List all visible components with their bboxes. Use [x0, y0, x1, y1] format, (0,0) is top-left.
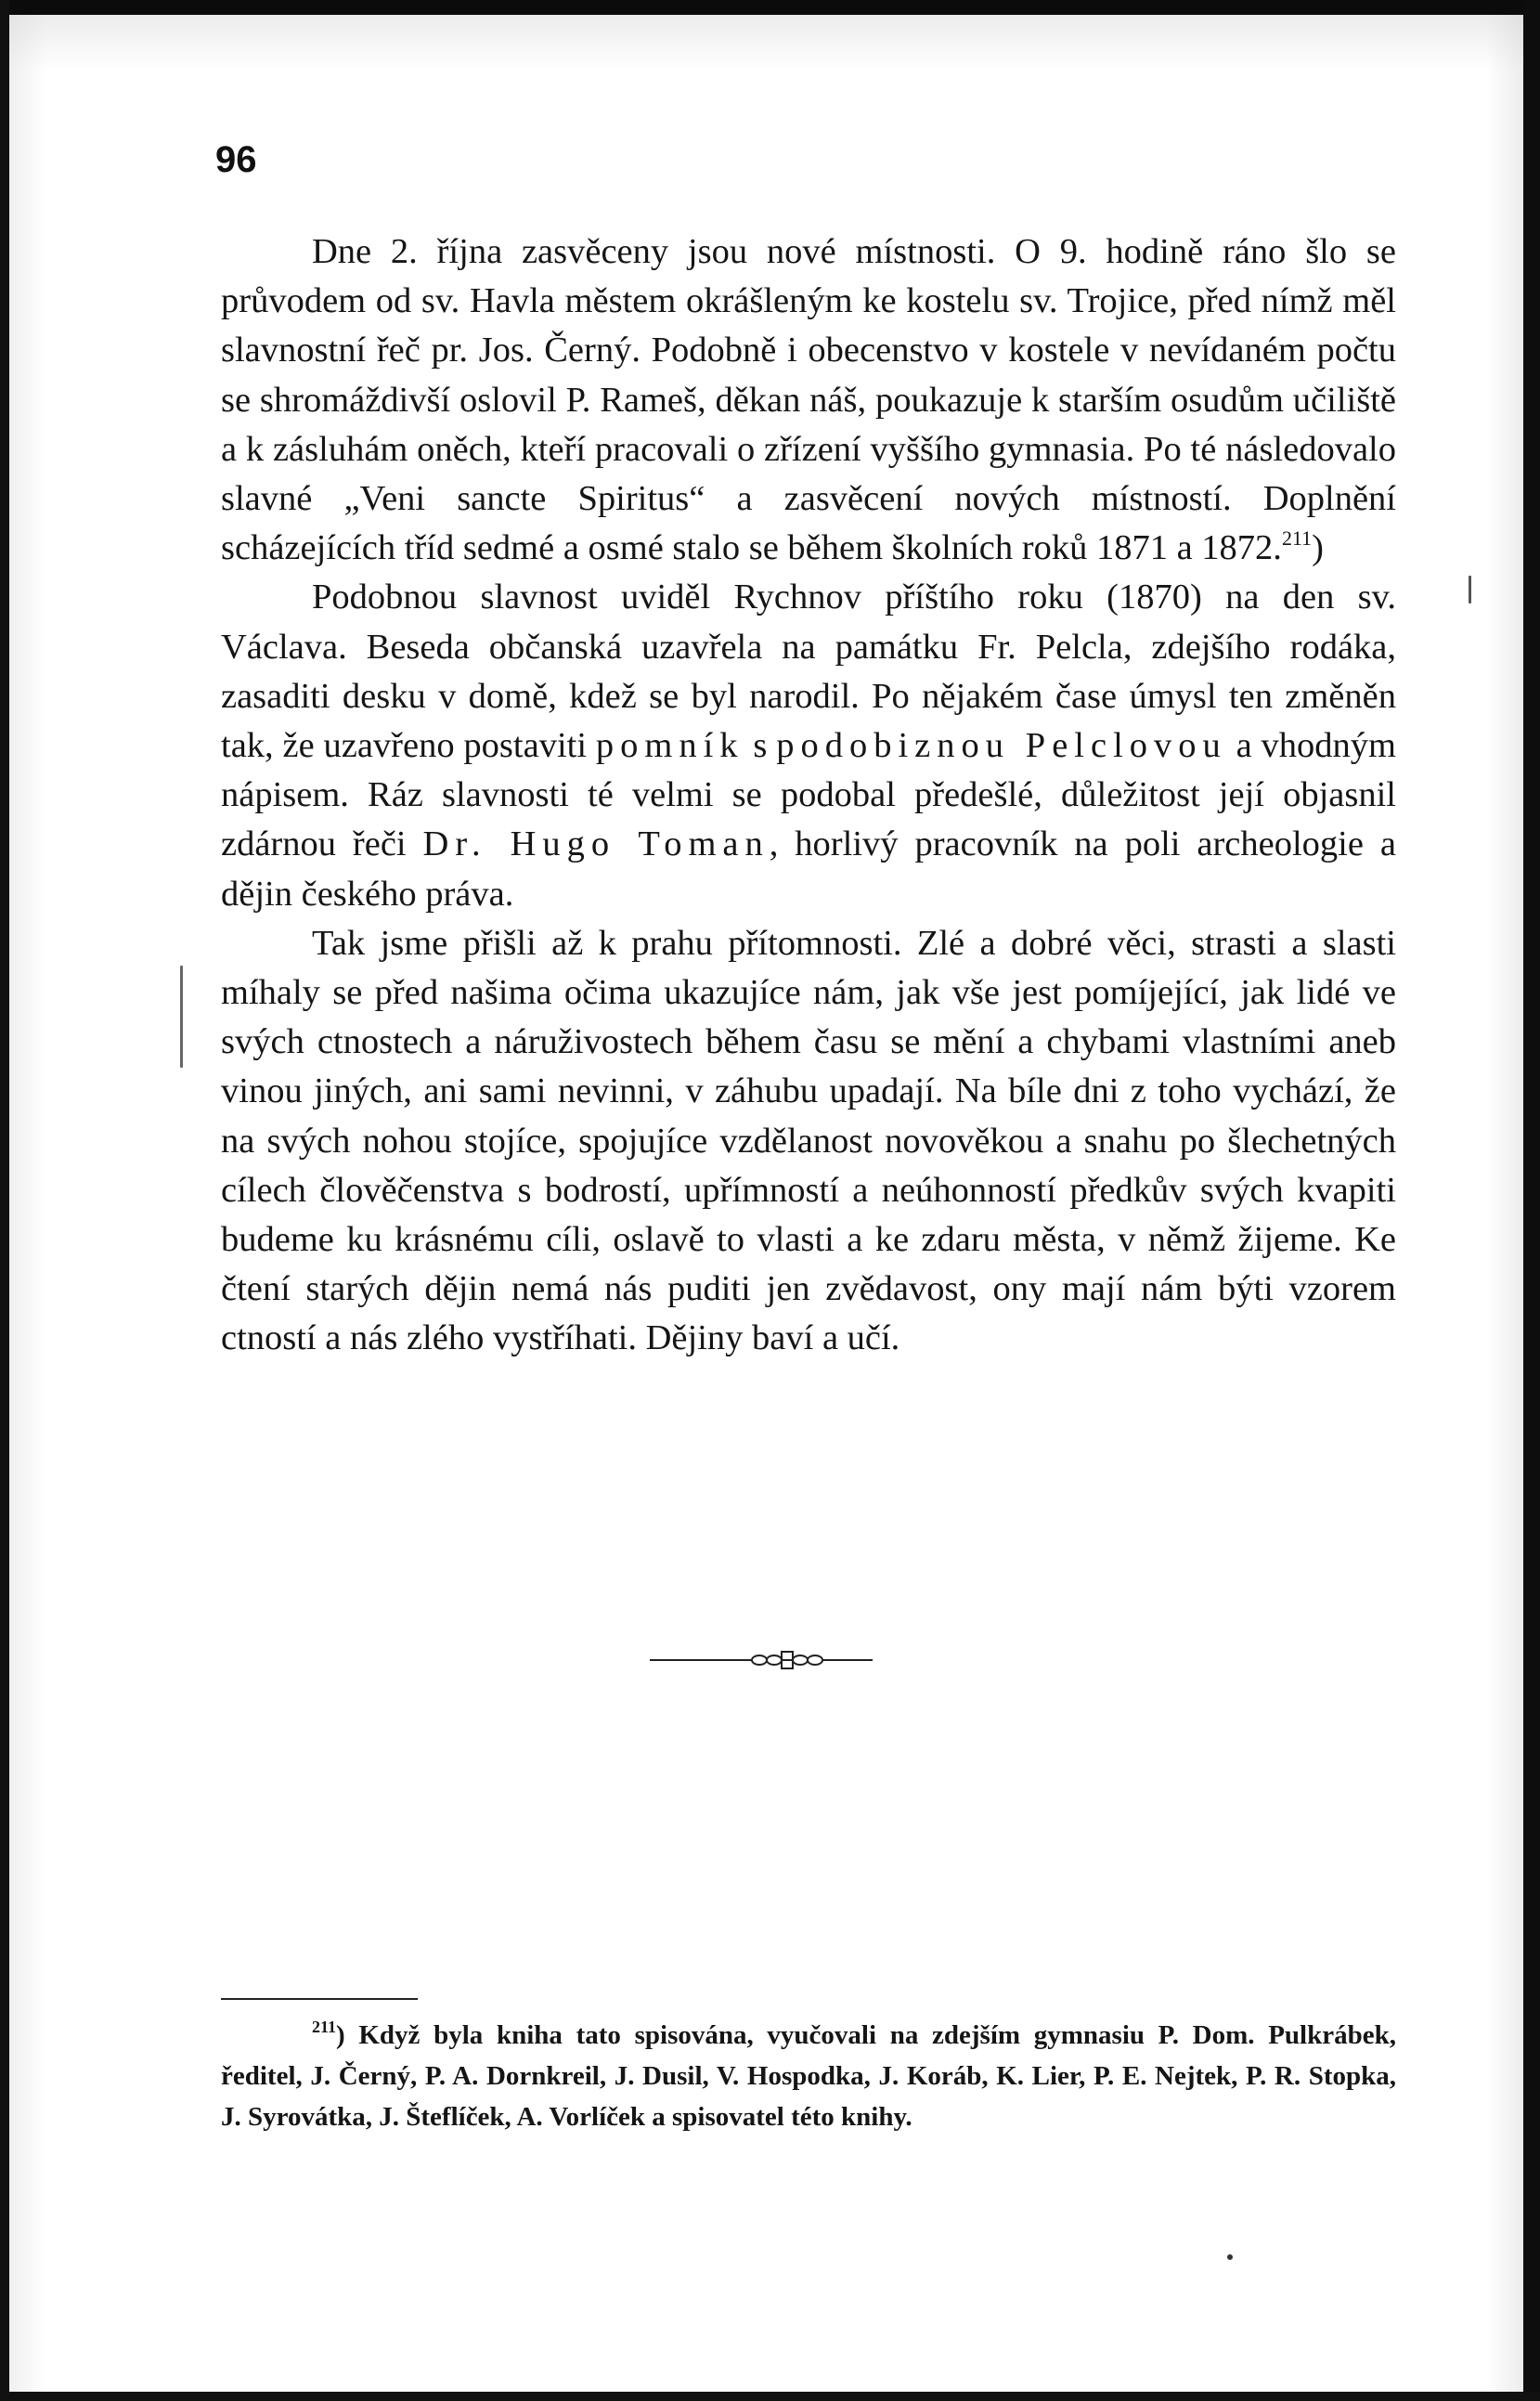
page-edge-shadow	[9, 0, 46, 2401]
scan-speck	[1469, 576, 1471, 603]
paragraph	[221, 919, 1396, 1364]
scan-border	[1523, 0, 1540, 2401]
paragraph	[221, 227, 1396, 573]
scan-border	[0, 0, 9, 2401]
text-segment: Dne 2. října zasvěceny jsou nové místnosti. O 9. hodině ráno šlo se průvodem od sv. Havla městem okrášleným ke kostelu sv. Trojice, před nímž měl slavnostní řeč pr. Jos. Černý. Podobně i obecenstvo v kostele v nevídaném počtu se shromáždivší oslovil P. Rameš, děkan náš, poukazuje k starším osudům učiliště a k zásluhám oněch, kteří pracovali o zřízení vyššího gymnasia. Po té následovalo slavné „Veni sancte Spiritus“ a zasvěcení nových místností. Doplnění scházejících tříd sedmé a osmé stalo se během školních roků 1871 a 1872.	[221, 232, 1396, 568]
footnote-marker: 211	[312, 2018, 337, 2036]
scan-border	[0, 0, 1540, 15]
spaced-emphasis: Dr. Hugo Toman	[422, 824, 770, 864]
paragraph	[221, 573, 1396, 918]
page-edge-shadow	[1486, 0, 1523, 2401]
spaced-emphasis: podobiznou Pelclovou	[776, 726, 1227, 766]
footnote-reference: 211	[1281, 526, 1313, 551]
page-edge-shadow	[0, 15, 1540, 71]
text-segment: a vhodným nápisem. Ráz slavnosti té velmi se podobal předešlé, důležitost její objasnil zdárnou řeči	[221, 726, 1396, 864]
text-segment: )	[1312, 528, 1324, 568]
section-ornament	[650, 1642, 910, 1679]
footnote	[221, 2015, 1396, 2137]
text-segment: s	[744, 726, 777, 766]
footnote-paragraph	[221, 2015, 1396, 2137]
footnote-text: ) Když byla kniha tato spisována, vyučovali na zdejším gymnasiu P. Dom. Pulkrábek, ředitel, J. Černý, P. A. Dornkreil, J. Dusil, V. Hospodka, J. Koráb, K. Lier, P. E. Nejtek, P. R. Stopka, J. Syrovátka, J. Šteflíček, A. Vorlíček a spisovatel této knihy.	[221, 2020, 1396, 2132]
text-segment: Podobnou slavnost uviděl Rychnov příštího roku (1870) na den sv. Václava. Beseda občanská uzavřela na památku Fr. Pelcla, zdejšího rodáka, zasaditi desku v domě, kdež se byl narodil. Po nějakém čase úmysl ten změněn tak, že uzavřeno postaviti	[221, 578, 1396, 766]
scan-speck	[1227, 2254, 1233, 2260]
text-segment: Tak jsme přišli až k prahu přítomnosti. Zlé a dobré věci, strasti a slasti míhaly se před našima očima ukazujíce nám, jak vše jest pomíjející, jak lidé ve svých ctnostech a náruživostech během času se mění a chybami vlastními aneb vinou jiných, ani sami nevinni, v záhubu upadají. Na bíle dni z toho vychází, že na svých nohou stojíce, spojujíce vzdělanost novověkou a snahu po šlechetných cílech člověčenstva s bodrostí, upřímností a neúhonností předkův svých kvapiti budeme ku krásnému cíli, oslavě to vlasti a ke zdaru města, v němž žijeme. Ke čtení starých dějin nemá nás puditi jen zvědavost, ony mají nám býti vzorem ctností a nás zlého vystříhati. Dějiny baví a učí.	[221, 923, 1396, 1358]
scan-speck	[180, 966, 183, 1068]
spaced-emphasis: pomník	[595, 726, 744, 766]
body-text	[221, 227, 1396, 1364]
footnote-divider	[221, 1998, 418, 2000]
text-segment: , horlivý pracovník na poli archeologie a dějin českého práva.	[221, 824, 1396, 914]
scan-border	[0, 2392, 1540, 2401]
page-number: 96	[215, 139, 257, 180]
